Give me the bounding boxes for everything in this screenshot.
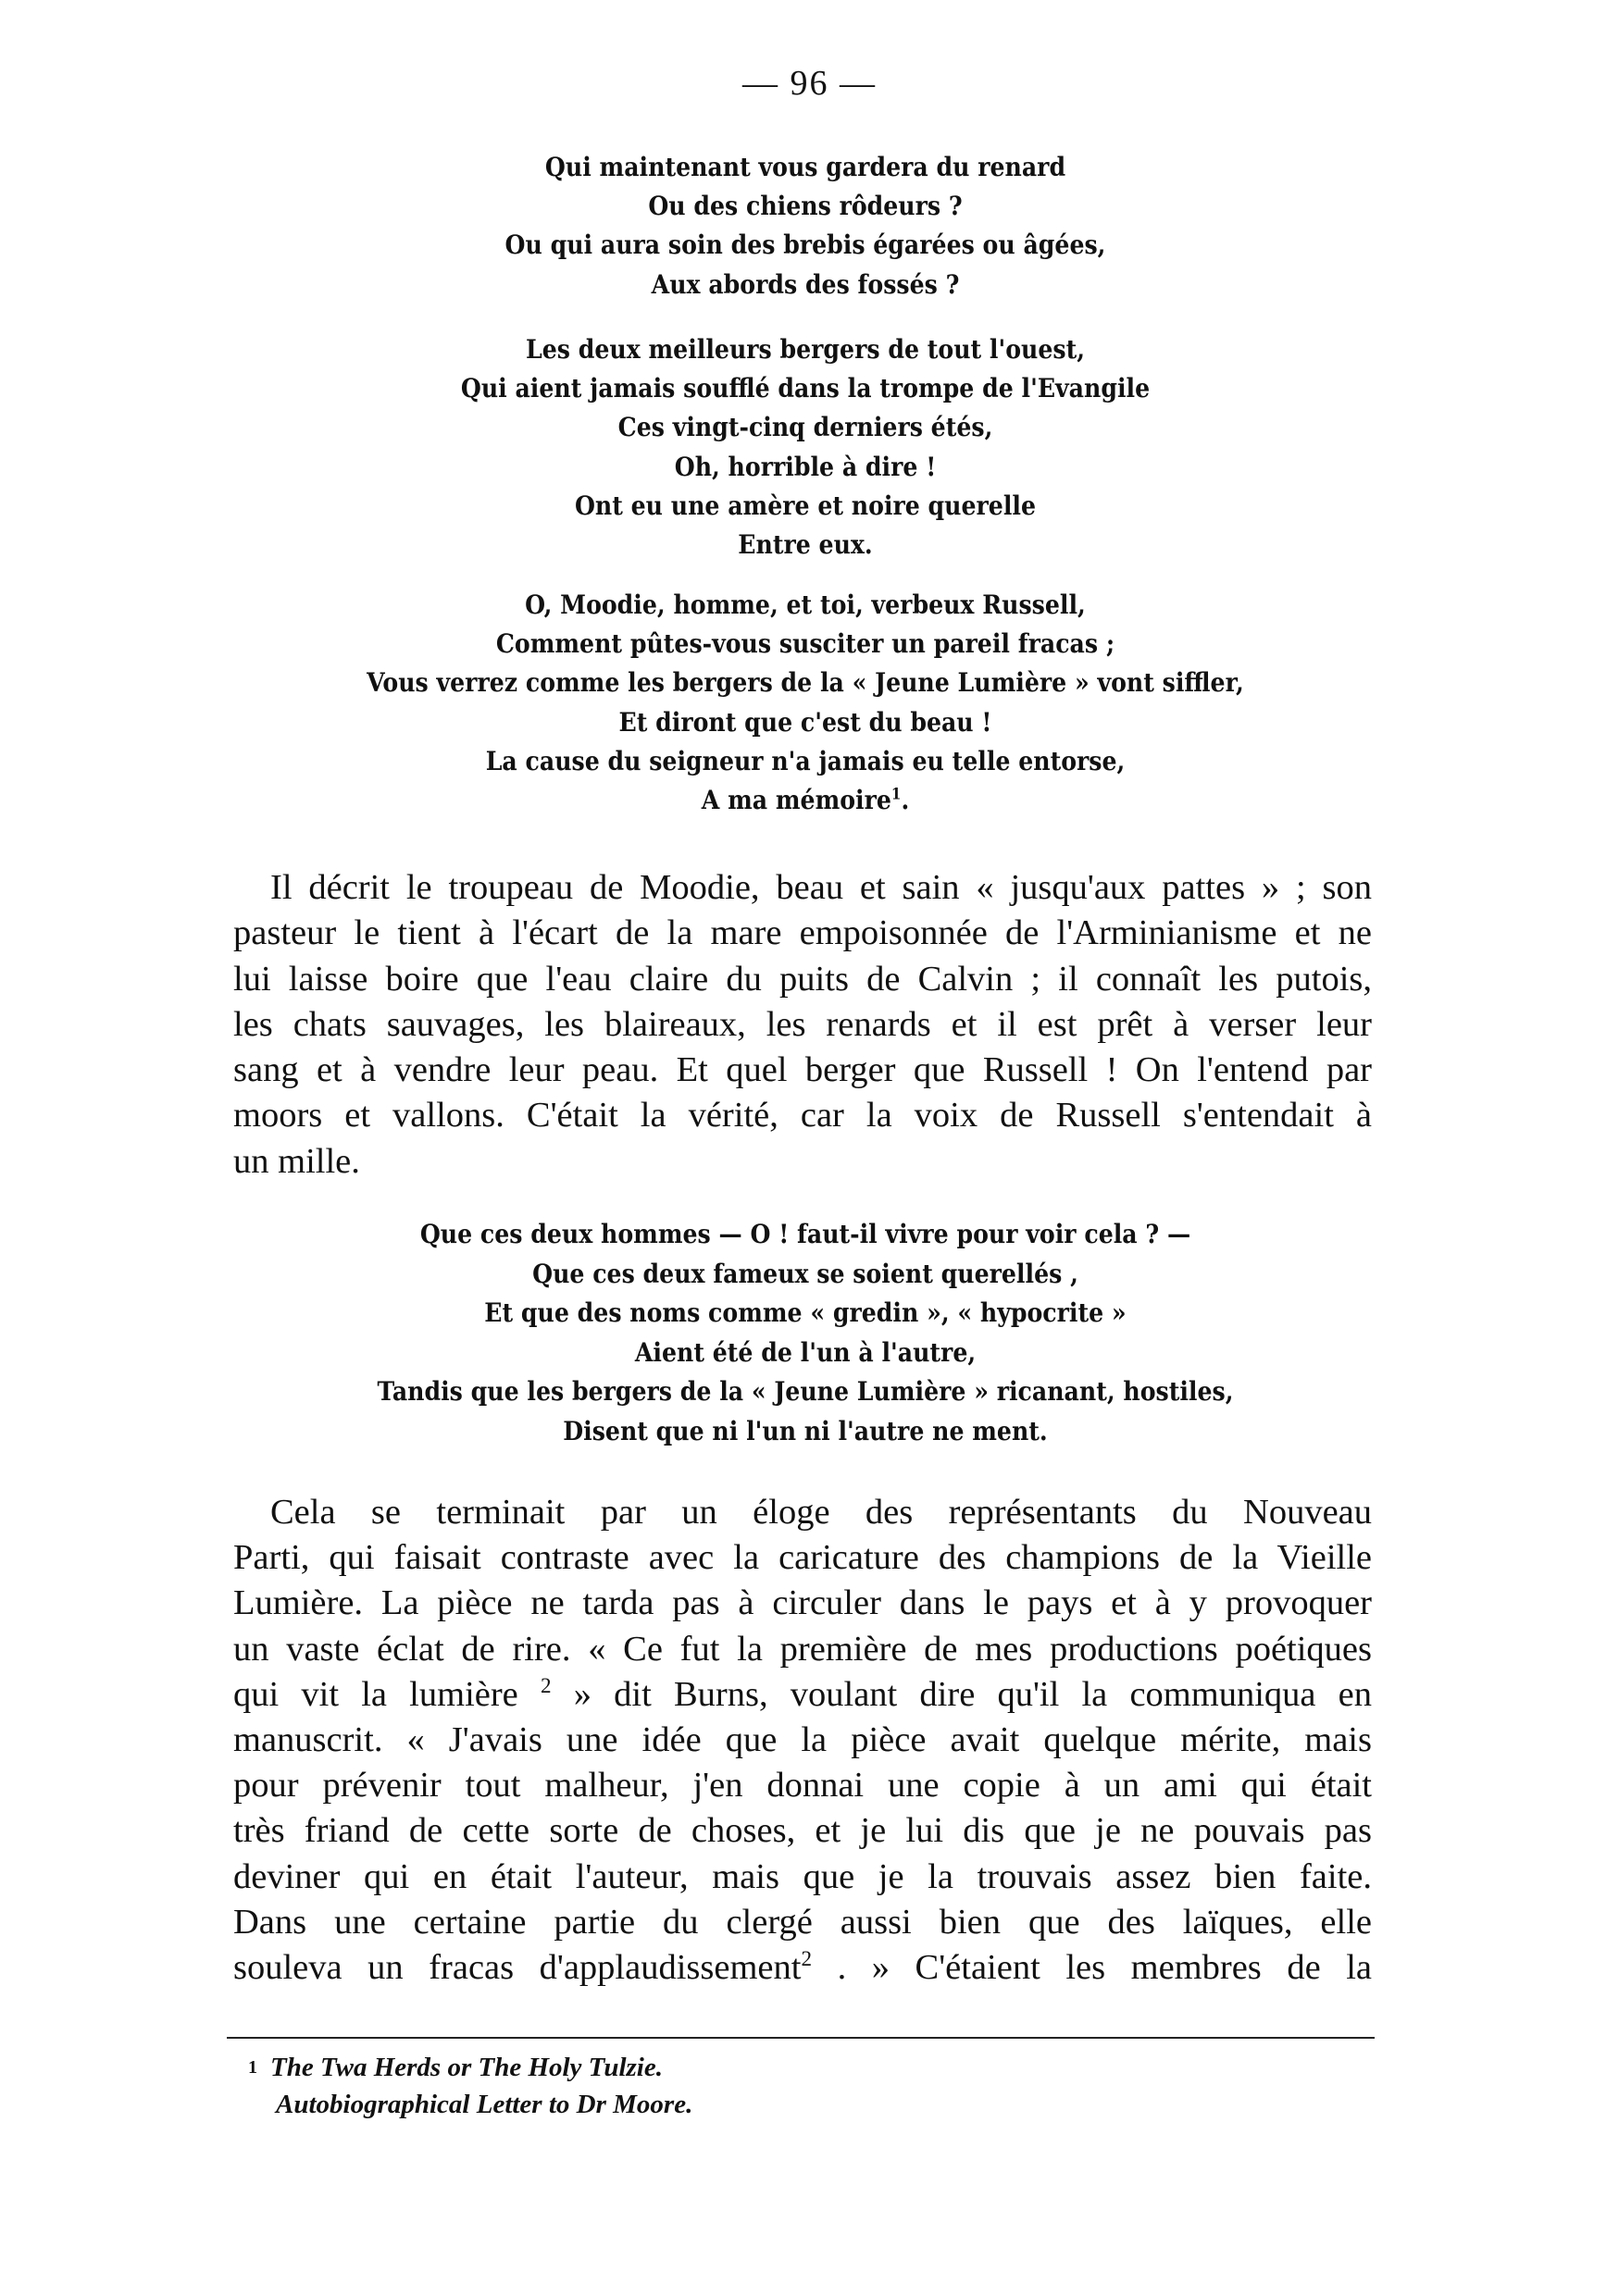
prose-text: . » C'étaient les membres de la xyxy=(837,1947,1372,1987)
verse-stanza-1 xyxy=(289,148,1322,304)
prose-line: Parti, qui faisait contraste avec la caricature des champions de la Vieille xyxy=(233,1538,1372,1578)
verse-line: Oh, horrible à dire ! xyxy=(674,451,937,482)
verse-stanza-4 xyxy=(289,1215,1322,1451)
verse-stanza-2 xyxy=(289,330,1322,565)
footnote-mark: 1 xyxy=(248,2057,257,2078)
prose-line: Dans une certaine partie du clergé aussi bien que des laïques, elle xyxy=(233,1902,1372,1942)
footnote-ref: 2 xyxy=(540,1672,552,1697)
verse-line: Que ces deux fameux se soient querellés , xyxy=(532,1258,1078,1289)
verse-line: Qui aient jamais soufflé dans la trompe de l'Evangile xyxy=(460,373,1151,404)
footnote-text: The Twa Herds or The Holy Tulzie. xyxy=(270,2053,663,2082)
prose-line: un vaste éclat de rire. « Ce fut la première de mes productions poétiques xyxy=(233,1629,1372,1669)
verse-line: Qui maintenant vous gardera du renard xyxy=(544,152,1066,182)
prose-line xyxy=(233,1672,1372,1718)
prose-text: qui vit la lumière xyxy=(233,1674,518,1714)
prose-line: Il décrit le troupeau de Moodie, beau et sain « jusqu'aux pattes » ; son xyxy=(270,868,1372,907)
verse-line: Tandis que les bergers de la « Jeune Lumière » ricanant, hostiles, xyxy=(377,1376,1234,1407)
prose-line: lui laisse boire que l'eau claire du puits de Calvin ; il connaît les putois, xyxy=(233,959,1372,999)
footnote-1 xyxy=(248,2049,1081,2086)
verse-line: Entre eux. xyxy=(738,528,873,560)
verse-line: Et diront que c'est du beau ! xyxy=(618,706,992,738)
footnote-divider xyxy=(227,2037,1375,2039)
verse-line: A ma mémoire$^1$. xyxy=(701,784,910,815)
footnote-ref: 2 xyxy=(801,1946,812,1971)
footnotes xyxy=(248,2049,1081,2123)
prose-text: souleva un fracas d'applaudissement xyxy=(233,1947,802,1987)
verse-line: Ou des chiens rôdeurs ? xyxy=(648,191,963,222)
verse-text: A ma mémoire xyxy=(701,784,891,815)
prose-line: Lumière. La pièce ne tarda pas à circuler dans le pays et à y provoquer xyxy=(233,1583,1372,1623)
prose-line: pasteur le tient à l'écart de la mare empoisonnée de l'Arminianisme et ne xyxy=(233,913,1372,953)
footnote-ref: 1 xyxy=(890,784,902,803)
verse-line: La cause du seigneur n'a jamais eu telle entorse, xyxy=(485,745,1126,776)
verse-line: Et que des noms comme « gredin », « hypocrite » xyxy=(484,1297,1127,1328)
verse-line: Ces vingt-cinq derniers étés, xyxy=(617,412,993,443)
verse-line: Aient été de l'un à l'autre, xyxy=(634,1336,977,1368)
verse-line: Ou qui aura soin des brebis égarées ou âgées, xyxy=(504,230,1106,261)
verse-line: Vous verrez comme les bergers de la « Jeune Lumière » vont siffler, xyxy=(367,667,1244,699)
prose-line: pour prévenir tout malheur, j'en donnai une copie à un ami qui était xyxy=(233,1766,1372,1806)
paragraph-2 xyxy=(233,1490,1372,1991)
prose-line xyxy=(233,1945,1372,1991)
verse-line: Aux abords des fossés ? xyxy=(651,268,960,300)
page-number: — 96 — xyxy=(742,64,877,103)
footnote-2: Autobiographical Letter to Dr Moore. xyxy=(276,2090,693,2119)
verse-line: Ont eu une amère et noire querelle xyxy=(574,490,1037,521)
verse-line: Que ces deux hommes — O ! faut-il vivre pour voir cela ? — xyxy=(419,1219,1191,1249)
prose-line: un mille. xyxy=(233,1141,360,1181)
prose-line: deviner qui en était l'auteur, mais que je la trouvais assez bien faite. xyxy=(233,1856,1372,1896)
verse-line: Les deux meilleurs bergers de tout l'ouest, xyxy=(526,334,1085,365)
paragraph-1 xyxy=(233,865,1372,1185)
prose-line: très friand de cette sorte de choses, et je lui dis que je ne pouvais pas xyxy=(233,1811,1372,1851)
prose-line: sang et à vendre leur peau. Et quel berger que Russell ! On l'entend par xyxy=(233,1050,1372,1090)
verse-line: O, Moodie, homme, et toi, verbeux Russell, xyxy=(525,590,1086,620)
prose-line: moors et vallons. C'était la vérité, car la voix de Russell s'entendait à xyxy=(233,1096,1372,1136)
prose-text: » dit Burns, voulant dire qu'il la communiqua en xyxy=(573,1674,1372,1714)
prose-line: manuscrit. « J'avais une idée que la pièce avait quelque mérite, mais xyxy=(233,1719,1372,1759)
prose-line: Cela se terminait par un éloge des représentants du Nouveau xyxy=(270,1493,1372,1532)
verse-line: Comment pûtes-vous susciter un pareil fracas ; xyxy=(495,628,1115,660)
prose-line: les chats sauvages, les blaireaux, les renards et il est prêt à verser leur xyxy=(233,1004,1372,1044)
verse-line: Disent que ni l'un ni l'autre ne ment. xyxy=(563,1415,1048,1446)
verse-stanza-3 xyxy=(289,586,1322,820)
